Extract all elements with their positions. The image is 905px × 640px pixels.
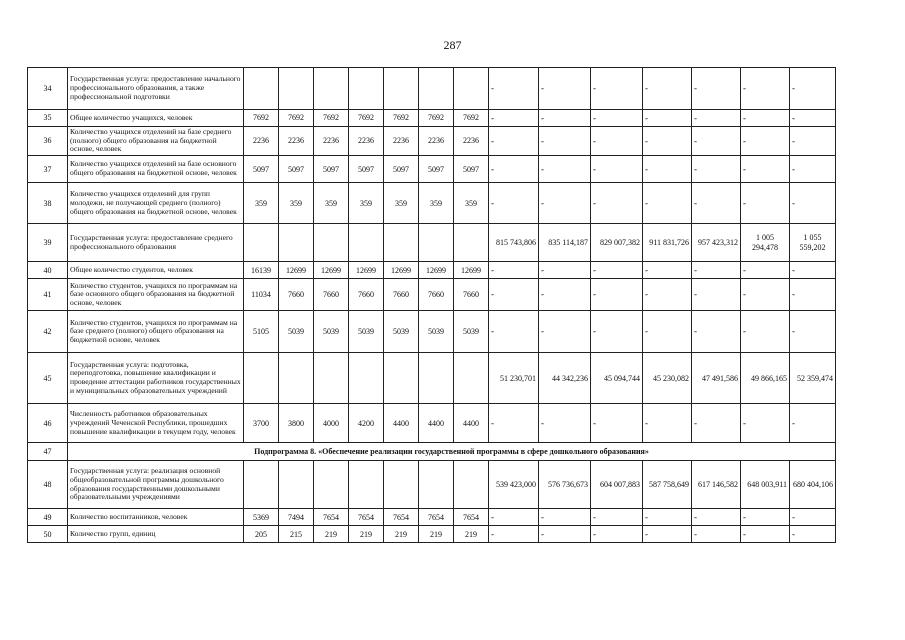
table-row	[28, 224, 836, 262]
indicator-value: 12699	[384, 262, 419, 279]
indicator-value: 7660	[419, 279, 454, 311]
indicator-value: 7692	[384, 110, 419, 127]
finance-value	[692, 461, 741, 509]
table-row	[28, 127, 836, 156]
finance-value: -	[741, 526, 790, 543]
indicator-value: 5097	[244, 156, 279, 183]
indicator-value	[279, 68, 314, 110]
finance-value: -	[489, 311, 539, 353]
indicator-value: 7654	[314, 509, 349, 526]
indicator-name: Государственная услуга: подготовка, переподготовка, повышение квалификации и проведение аттестации работников государственных и муниципальных образовательных учреждений	[68, 353, 244, 404]
indicator-value: 12699	[279, 262, 314, 279]
indicator-value: 7692	[419, 110, 454, 127]
indicator-value: 359	[349, 183, 384, 224]
indicator-value: 5105	[244, 311, 279, 353]
finance-amount: 44 342,236	[552, 373, 588, 383]
finance-value: -	[741, 156, 790, 183]
table-body	[28, 68, 836, 543]
indicator-value: 2236	[419, 127, 454, 156]
indicator-value: 4400	[384, 404, 419, 443]
finance-amount: 576 736,673	[548, 480, 588, 490]
indicator-value: 7654	[349, 509, 384, 526]
finance-value	[591, 353, 643, 404]
finance-value	[643, 353, 692, 404]
indicator-value: 2236	[279, 127, 314, 156]
finance-amount: 49 866,165	[751, 373, 787, 383]
finance-amount: 829 007,382	[600, 238, 640, 248]
finance-value: -	[539, 509, 591, 526]
finance-value: -	[489, 156, 539, 183]
indicator-value: 5039	[419, 311, 454, 353]
table-row	[28, 353, 836, 404]
indicator-value	[279, 353, 314, 404]
indicator-value: 7692	[454, 110, 489, 127]
finance-value: -	[790, 311, 836, 353]
finance-value: -	[643, 262, 692, 279]
finance-value: -	[489, 127, 539, 156]
finance-amount: 51 230,701	[500, 373, 536, 383]
indicator-value: 2236	[454, 127, 489, 156]
table-row	[28, 311, 836, 353]
row-number: 38	[28, 183, 68, 224]
finance-value: -	[790, 156, 836, 183]
finance-value: -	[790, 110, 836, 127]
indicator-value: 7660	[349, 279, 384, 311]
finance-value: -	[489, 279, 539, 311]
table-row	[28, 526, 836, 543]
finance-value: -	[741, 110, 790, 127]
finance-amount: 617 146,582	[698, 480, 738, 490]
indicator-value	[244, 68, 279, 110]
finance-value: -	[591, 262, 643, 279]
indicator-name: Количество учащихся отделений на базе основного общего образования на бюджетной основе, человек	[68, 156, 244, 183]
indicator-value: 16139	[244, 262, 279, 279]
indicator-value: 359	[454, 183, 489, 224]
indicator-value: 5039	[454, 311, 489, 353]
indicator-value: 12699	[314, 262, 349, 279]
indicator-value: 7654	[419, 509, 454, 526]
indicator-value	[419, 224, 454, 262]
indicator-value	[349, 68, 384, 110]
finance-value: -	[741, 262, 790, 279]
indicator-value: 5039	[349, 311, 384, 353]
finance-value: -	[539, 404, 591, 443]
row-number: 50	[28, 526, 68, 543]
finance-value: -	[489, 68, 539, 110]
finance-value	[741, 353, 790, 404]
indicator-value: 5097	[349, 156, 384, 183]
finance-amount: 47 491,586	[702, 373, 738, 383]
finance-amount: 45 230,082	[653, 373, 689, 383]
indicator-value	[279, 224, 314, 262]
finance-value: -	[643, 127, 692, 156]
finance-value: -	[539, 262, 591, 279]
finance-value: -	[591, 526, 643, 543]
finance-value: -	[539, 156, 591, 183]
finance-amount: 680 404,106	[793, 480, 833, 490]
indicator-value: 7660	[314, 279, 349, 311]
table-row	[28, 110, 836, 127]
indicator-value: 219	[454, 526, 489, 543]
row-number: 45	[28, 353, 68, 404]
finance-amount: 45 094,744	[604, 373, 640, 383]
indicator-name: Количество учащихся отделений на базе среднего (полного) общего образования на бюджетной основе, человек	[68, 127, 244, 156]
finance-amount: 587 758,649	[649, 480, 689, 490]
indicator-value	[454, 353, 489, 404]
finance-value: -	[790, 127, 836, 156]
row-number: 37	[28, 156, 68, 183]
finance-value	[692, 353, 741, 404]
indicator-value: 219	[314, 526, 349, 543]
indicator-value	[384, 68, 419, 110]
indicator-value: 2236	[244, 127, 279, 156]
indicator-value	[454, 68, 489, 110]
page-number: 287	[443, 38, 462, 52]
indicator-value: 215	[279, 526, 314, 543]
finance-value: -	[591, 156, 643, 183]
table-row	[28, 461, 836, 509]
finance-value	[489, 224, 539, 262]
finance-value: -	[790, 279, 836, 311]
finance-value: -	[489, 509, 539, 526]
indicator-value: 7660	[384, 279, 419, 311]
finance-amount: 835 114,187	[548, 238, 588, 248]
finance-value: -	[692, 311, 741, 353]
finance-value	[741, 224, 790, 262]
finance-value: -	[692, 110, 741, 127]
indicator-value: 5039	[384, 311, 419, 353]
indicator-value: 5097	[279, 156, 314, 183]
row-number: 36	[28, 127, 68, 156]
indicator-value: 359	[244, 183, 279, 224]
finance-value: -	[643, 110, 692, 127]
indicator-value	[314, 461, 349, 509]
indicator-value: 12699	[454, 262, 489, 279]
finance-value: -	[741, 127, 790, 156]
indicator-name: Численность работников образовательных учреждений Чеченской Республики, прошедших повышение квалификации в текущем году, человек	[68, 404, 244, 443]
finance-value: -	[643, 156, 692, 183]
row-number: 35	[28, 110, 68, 127]
finance-value: -	[539, 68, 591, 110]
indicator-name: Количество учащихся отделений для групп молодежи, не получающей среднего (полного) общего образования на бюджетной основе, человек	[68, 183, 244, 224]
indicator-value: 359	[314, 183, 349, 224]
indicator-value	[454, 461, 489, 509]
indicator-value: 5097	[454, 156, 489, 183]
finance-value: -	[643, 183, 692, 224]
finance-value: -	[489, 262, 539, 279]
indicator-value: 7692	[279, 110, 314, 127]
finance-value: -	[741, 279, 790, 311]
indicator-value	[279, 461, 314, 509]
finance-value: -	[741, 311, 790, 353]
finance-value: -	[539, 526, 591, 543]
finance-amount: 604 007,883	[600, 480, 640, 490]
row-number: 42	[28, 311, 68, 353]
finance-value: -	[692, 526, 741, 543]
finance-value: -	[643, 404, 692, 443]
finance-value: -	[790, 183, 836, 224]
table-row	[28, 279, 836, 311]
indicator-name: Общее количество студентов, человек	[68, 262, 244, 279]
services-table	[27, 67, 836, 543]
table-row	[28, 262, 836, 279]
indicator-value	[419, 353, 454, 404]
finance-value: -	[692, 127, 741, 156]
indicator-value: 359	[384, 183, 419, 224]
indicator-name: Государственная услуга: предоставление среднего профессионального образования	[68, 224, 244, 262]
finance-amount: 539 423,000	[496, 480, 536, 490]
finance-value: -	[591, 68, 643, 110]
indicator-value: 7692	[314, 110, 349, 127]
row-number: 47	[28, 443, 68, 461]
finance-value: -	[643, 311, 692, 353]
finance-value: -	[489, 183, 539, 224]
finance-value: -	[489, 404, 539, 443]
indicator-value: 5097	[419, 156, 454, 183]
row-number: 48	[28, 461, 68, 509]
table-row	[28, 183, 836, 224]
indicator-value: 4200	[349, 404, 384, 443]
finance-value: -	[489, 110, 539, 127]
indicator-value: 7654	[384, 509, 419, 526]
finance-value: -	[489, 526, 539, 543]
finance-value	[539, 224, 591, 262]
indicator-value: 4000	[314, 404, 349, 443]
indicator-value: 12699	[349, 262, 384, 279]
indicator-value	[419, 68, 454, 110]
finance-amount: 911 831,726	[649, 238, 689, 248]
finance-value: -	[692, 279, 741, 311]
finance-value: -	[692, 156, 741, 183]
indicator-value	[419, 461, 454, 509]
indicator-value: 4400	[419, 404, 454, 443]
finance-value: -	[692, 68, 741, 110]
indicator-value	[384, 224, 419, 262]
indicator-value: 2236	[314, 127, 349, 156]
finance-value: -	[790, 68, 836, 110]
indicator-value: 5097	[314, 156, 349, 183]
finance-amount: 648 003,911	[747, 480, 787, 490]
indicator-value	[384, 353, 419, 404]
indicator-name: Общее количество учащихся, человек	[68, 110, 244, 127]
finance-value: -	[790, 509, 836, 526]
finance-value: -	[692, 262, 741, 279]
finance-value: -	[741, 509, 790, 526]
finance-value	[591, 224, 643, 262]
finance-value: -	[692, 404, 741, 443]
indicator-value	[314, 224, 349, 262]
subprogram-title: Подпрограмма 8. «Обеспечение реализации государственной программы в сфере дошкольного образования»	[68, 443, 836, 461]
finance-value	[643, 461, 692, 509]
indicator-value: 5039	[314, 311, 349, 353]
finance-value	[741, 461, 790, 509]
indicator-name: Количество студентов, учащихся по программам на базе среднего (полного) общего образования на бюджетной основе, человек	[68, 311, 244, 353]
indicator-value: 219	[419, 526, 454, 543]
finance-value	[539, 461, 591, 509]
finance-value	[489, 461, 539, 509]
finance-amount: 1 055 559,202	[799, 233, 826, 252]
indicator-value: 3800	[279, 404, 314, 443]
finance-amount: 957 423,312	[698, 238, 738, 248]
indicator-value: 7660	[279, 279, 314, 311]
row-number: 34	[28, 68, 68, 110]
finance-amount: 52 359,474	[797, 373, 833, 383]
finance-value: -	[539, 110, 591, 127]
indicator-value: 11034	[244, 279, 279, 311]
table-row	[28, 509, 836, 526]
finance-value	[489, 353, 539, 404]
indicator-value: 7692	[244, 110, 279, 127]
finance-value: -	[539, 311, 591, 353]
indicator-value: 5097	[384, 156, 419, 183]
table-row	[28, 156, 836, 183]
finance-value: -	[643, 68, 692, 110]
finance-value	[591, 461, 643, 509]
finance-value: -	[591, 110, 643, 127]
finance-value: -	[539, 183, 591, 224]
indicator-value	[384, 461, 419, 509]
finance-value: -	[591, 404, 643, 443]
finance-value	[643, 224, 692, 262]
indicator-value: 2236	[349, 127, 384, 156]
indicator-value: 5039	[279, 311, 314, 353]
indicator-value	[244, 224, 279, 262]
indicator-value: 219	[384, 526, 419, 543]
finance-value	[790, 353, 836, 404]
finance-value: -	[741, 68, 790, 110]
indicator-value	[314, 68, 349, 110]
table-row	[28, 68, 836, 110]
finance-value: -	[591, 127, 643, 156]
row-number: 41	[28, 279, 68, 311]
indicator-value	[349, 353, 384, 404]
finance-value: -	[591, 279, 643, 311]
finance-value: -	[643, 509, 692, 526]
indicator-value: 2236	[384, 127, 419, 156]
finance-value: -	[692, 183, 741, 224]
finance-value: -	[591, 311, 643, 353]
indicator-name: Государственная услуга: предоставление начального профессионального образования, а также профессиональной подготовки	[68, 68, 244, 110]
indicator-name: Государственная услуга: реализация основной общеобразовательной программы дошкольного образования государственными дошкольными образовательными учреждениями	[68, 461, 244, 509]
finance-value	[539, 353, 591, 404]
finance-value	[790, 224, 836, 262]
indicator-value: 7660	[454, 279, 489, 311]
indicator-value	[454, 224, 489, 262]
indicator-value: 219	[349, 526, 384, 543]
indicator-value: 359	[279, 183, 314, 224]
indicator-value: 7654	[454, 509, 489, 526]
finance-value: -	[539, 127, 591, 156]
row-number: 39	[28, 224, 68, 262]
finance-value: -	[790, 262, 836, 279]
indicator-name: Количество студентов, учащихся по программам на базе основного общего образования на бюджетной основе, человек	[68, 279, 244, 311]
finance-value: -	[591, 183, 643, 224]
indicator-value: 12699	[419, 262, 454, 279]
indicator-value	[349, 461, 384, 509]
finance-value: -	[790, 404, 836, 443]
indicator-value: 359	[419, 183, 454, 224]
finance-value	[692, 224, 741, 262]
row-number: 46	[28, 404, 68, 443]
row-number: 49	[28, 509, 68, 526]
indicator-value: 7494	[279, 509, 314, 526]
indicator-value: 5369	[244, 509, 279, 526]
indicator-value: 3700	[244, 404, 279, 443]
indicator-value	[244, 353, 279, 404]
finance-value: -	[692, 509, 741, 526]
indicator-value	[244, 461, 279, 509]
indicator-name: Количество групп, единиц	[68, 526, 244, 543]
indicator-value: 7692	[349, 110, 384, 127]
finance-value: -	[591, 509, 643, 526]
finance-value: -	[741, 404, 790, 443]
finance-value: -	[741, 183, 790, 224]
finance-value: -	[643, 279, 692, 311]
finance-value: -	[643, 526, 692, 543]
finance-value: -	[790, 526, 836, 543]
indicator-value: 205	[244, 526, 279, 543]
finance-amount: 1 005 294,478	[752, 233, 778, 252]
row-number: 40	[28, 262, 68, 279]
indicator-value	[314, 353, 349, 404]
finance-value	[790, 461, 836, 509]
finance-value: -	[539, 279, 591, 311]
finance-amount: 815 743,806	[496, 238, 536, 248]
indicator-value: 4400	[454, 404, 489, 443]
table-row	[28, 404, 836, 443]
indicator-value	[349, 224, 384, 262]
indicator-name: Количество воспитанников, человек	[68, 509, 244, 526]
subprogram-row	[28, 443, 836, 461]
